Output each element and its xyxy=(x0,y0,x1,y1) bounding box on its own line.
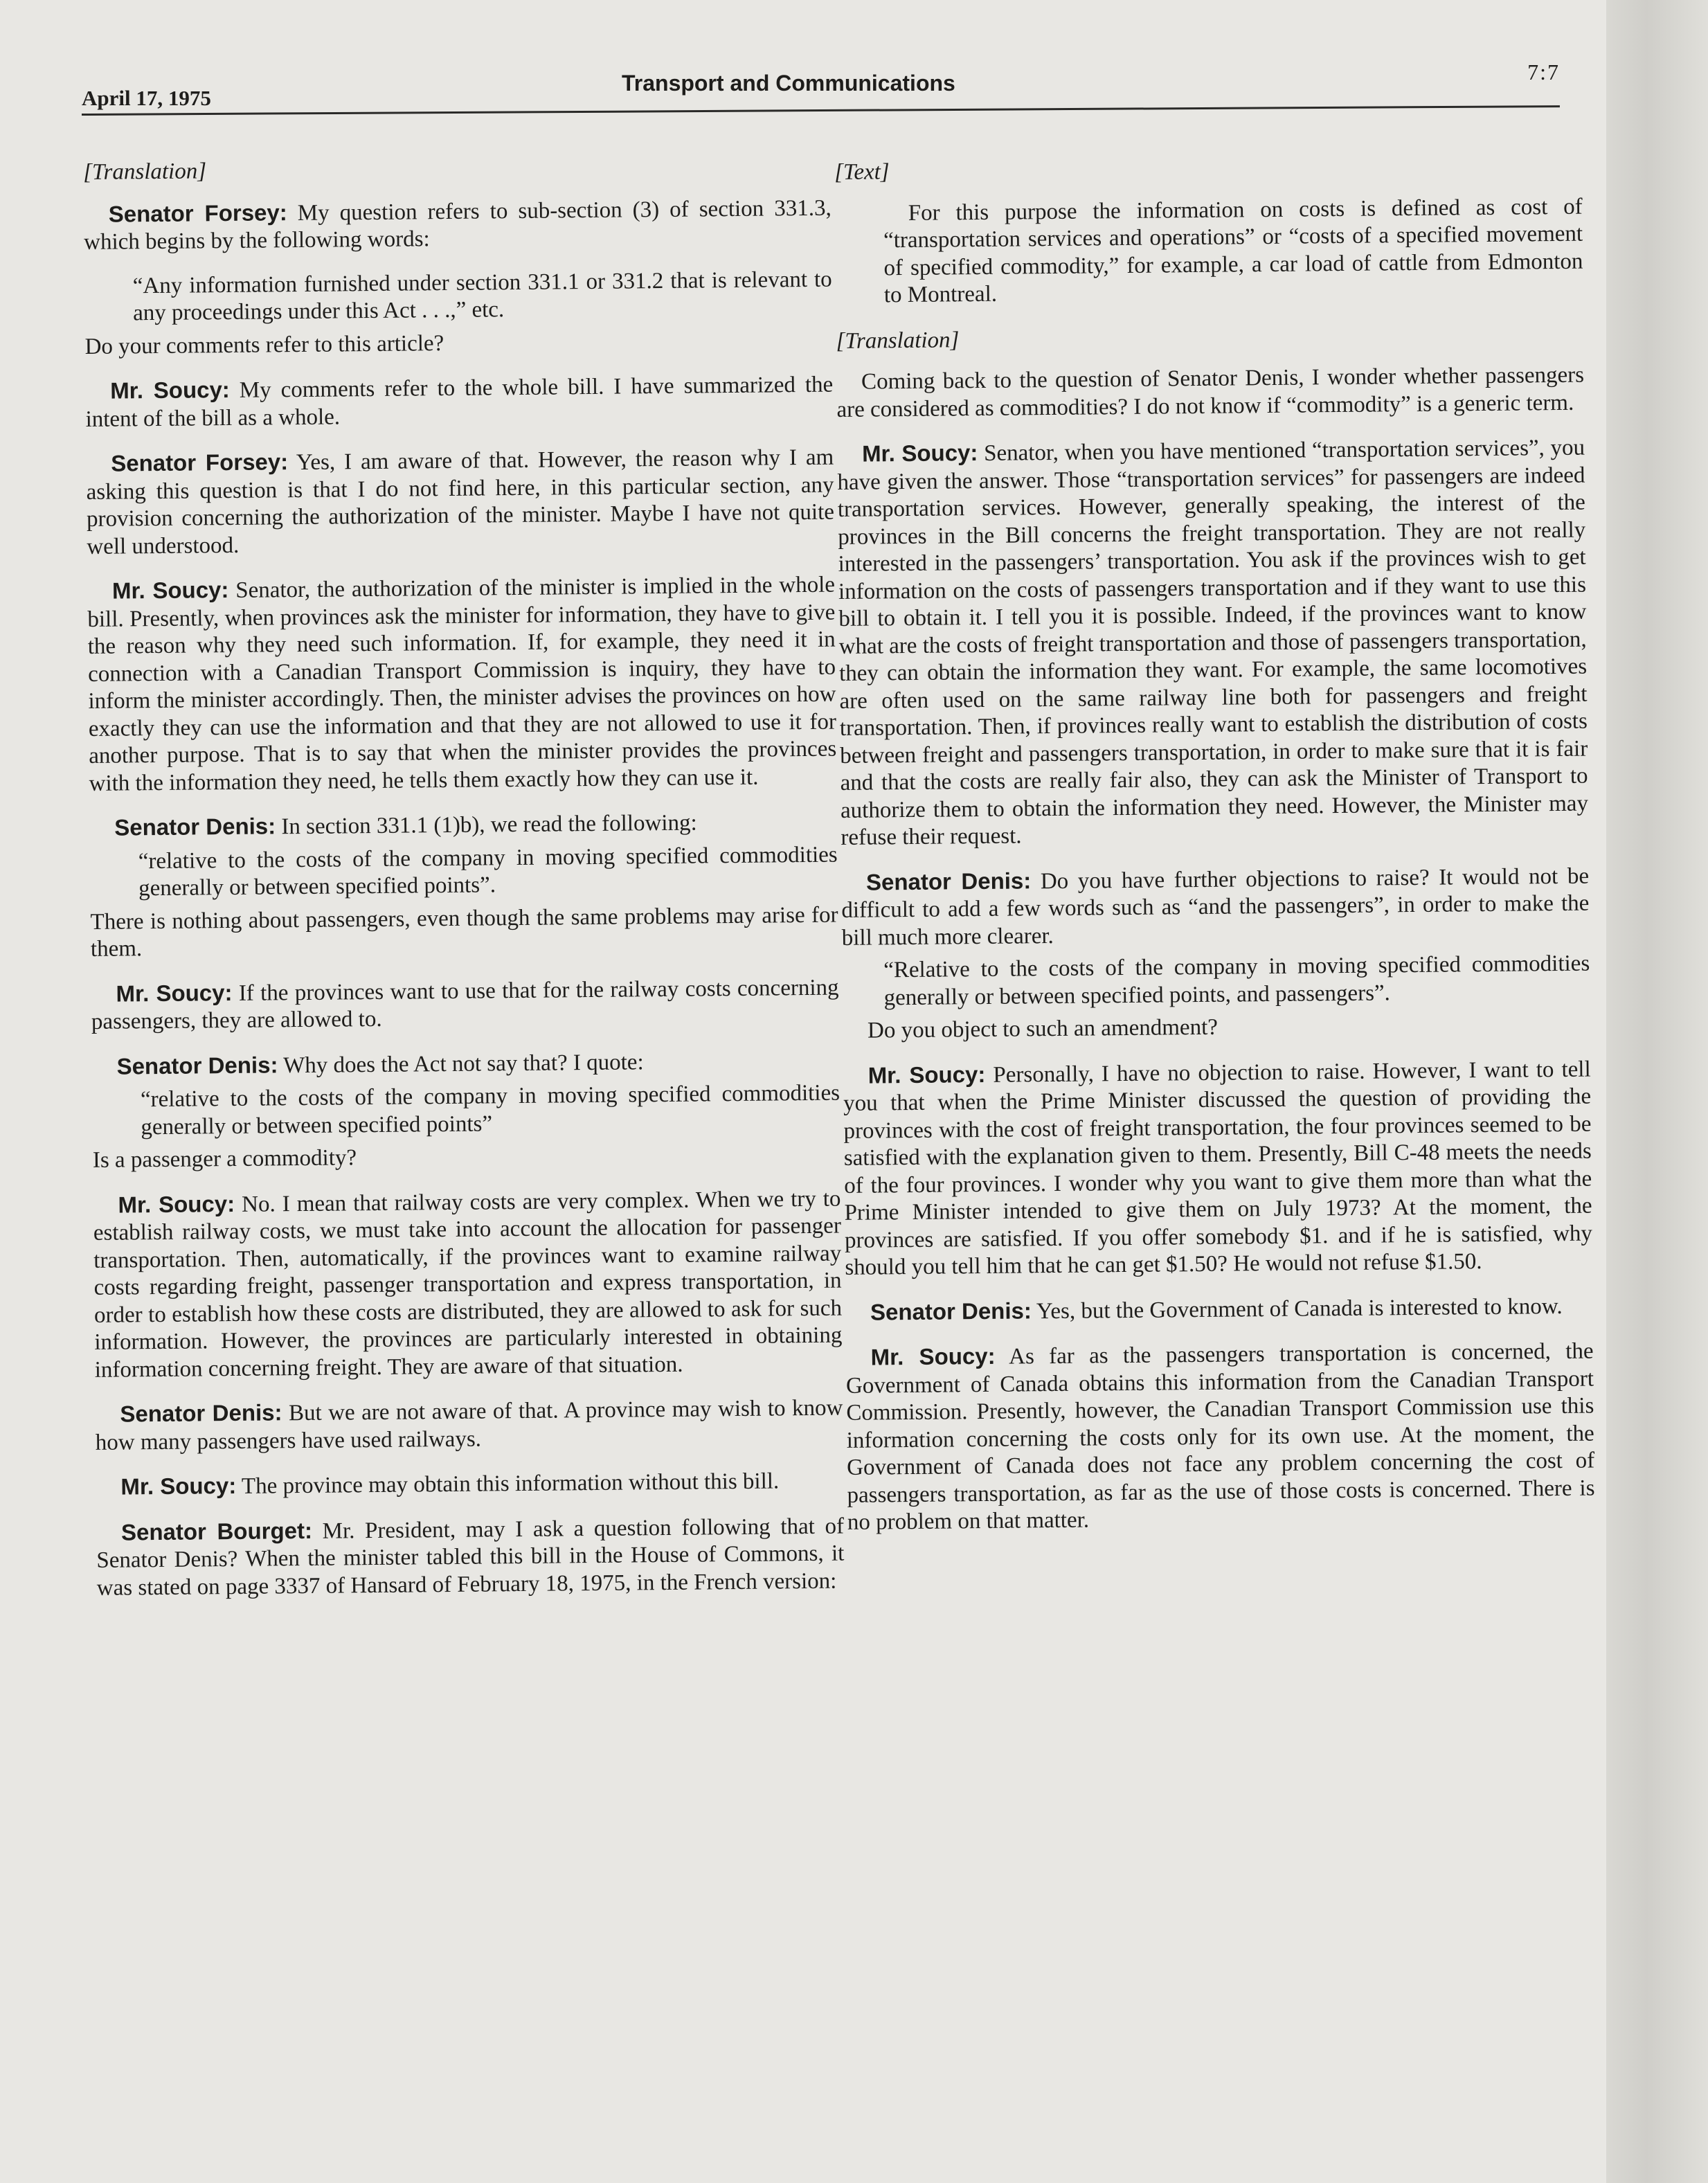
speech-text: But we are not aware of that. A province may wish to know how many passengers have used railways. xyxy=(95,1395,843,1455)
section-label: [Translation] xyxy=(836,327,960,354)
speech-text: As far as the passengers transportation is concerned, the Government of Canada obtains this information from the Canadian Transport Commission. Presently, however, the Canadian Transport Commission use this information concerning the costs only for its own use. At the moment, the Government of Canada does not face any problem concerning the cost of passengers transportation, as far as the use of those costs is concerned. There is no problem on that matter. xyxy=(845,1338,1595,1535)
speaker-name: Senator Denis: xyxy=(870,1297,1032,1325)
page-edge xyxy=(1606,0,1708,2183)
speech-text: Yes, but the Government of Canada is interested to know. xyxy=(1031,1293,1563,1324)
speech-text: My question refers to sub-section (3) of section 331.3, which begins by the following words: xyxy=(83,195,831,255)
speech-text: Why does the Act not say that? I quote: xyxy=(278,1049,644,1078)
paragraph xyxy=(95,1394,843,1457)
quotation: “Any information furnished under section 331.1 or 331.2 that is relevant to any proceedings under this Act . . .,” etc. xyxy=(132,267,832,326)
paragraph xyxy=(96,1466,843,1502)
speaker-name: Mr. Soucy: xyxy=(870,1342,996,1370)
speech-text: My comments refer to the whole bill. I have summarized the intent of the bill as a whole. xyxy=(85,372,834,432)
speaker-name: Senator Denis: xyxy=(116,1051,278,1079)
paragraph xyxy=(843,1054,1593,1282)
block-text: For this purpose the information on costs is defined as cost of “transportation services and operations” or “costs of a specified movement of specified commodity,” for example, a car load of cattle from Edmonton to Montreal. xyxy=(883,194,1583,308)
speaker-name: Senator Forsey: xyxy=(108,199,287,227)
section-label: [Text] xyxy=(834,159,890,185)
section-label: [Translation] xyxy=(83,159,207,185)
paragraph xyxy=(86,443,834,561)
paragraph: Coming back to the question of Senator Denis, I wonder whether passengers are considered as commodities? I do not know if “commodity” is a generic term. xyxy=(836,362,1585,422)
paragraph xyxy=(96,1511,845,1602)
paragraph: Do you object to such an amendment? xyxy=(867,1014,1219,1043)
left-column xyxy=(83,152,845,1619)
speaker-name: Mr. Soucy: xyxy=(116,979,233,1007)
paragraph xyxy=(89,807,837,843)
speaker-name: Mr. Soucy: xyxy=(118,1190,235,1218)
speaker-name: Senator Denis: xyxy=(120,1399,282,1427)
speech-text: Do you have further objections to raise? It would not be difficult to add a few words such as “and the passengers”, in order to make the bill much more clearer. xyxy=(841,863,1590,951)
speech-text: Senator, when you have mentioned “transportation services”, you have given the answer. Those “transportation services” for passengers are indeed transportation services. However, generally speaking, the interest of the provinces in the Bill concerns the freight transportation. They are not really interested in the passengers’ transportation. You ask if the provinces wish to get information on the costs of passengers transportation and if they want to use this bill to obtain it. I tell you it is possible. Indeed, if the provinces want to know what are the costs of freight transportation and those of passengers transportation, they can obtain the information they want. For example, the same locomotives are often used on the same railway line both for passengers and freight transportation. Then, if provinces really want to establish the distribution of costs between freight and passengers transportation, in order to make sure that it is fair and that the costs are really fair also, they can ask the Minister of Transport to authorize them to obtain the information they need. However, the Minister may refuse their request. xyxy=(837,435,1589,850)
speech-text: Yes, I am aware of that. However, the reason why I am asking this question is that I do not find here, in this particular section, any provision concerning the authorization of the minister. Maybe I have not quite well understood. xyxy=(86,444,835,559)
speaker-name: Senator Denis: xyxy=(114,813,276,841)
speaker-name: Mr. Soucy: xyxy=(120,1472,237,1500)
paragraph xyxy=(845,1291,1593,1327)
quotation: “Relative to the costs of the company in moving specified commodities generally or between specified points, and passengers”. xyxy=(883,951,1590,1010)
speech-text: In section 331.1 (1)b), we read the following: xyxy=(275,810,697,840)
paragraph xyxy=(93,1184,843,1384)
speech-text: Personally, I have no objection to raise. However, I want to tell you that when the Prime Minister discussed the question of providing the provinces with the cost of freight transportation, the four provinces seemed to be satisfied with the explanation given to them. Presently, Bill C-48 meets the needs of the four provinces. I wonder why you want to give them more than what the Prime Minister intended to give them on July 1973? At the moment, the provinces are satisfied. If you offer somebody $1. and if he is satisfied, why should you tell him that he can get $1.50? He would not refuse $1.50. xyxy=(843,1057,1593,1280)
paragraph xyxy=(91,973,839,1036)
paragraph xyxy=(91,1045,839,1081)
speech-text: If the provinces want to use that for the railway costs concerning passengers, they are allowed to. xyxy=(91,975,839,1034)
speaker-name: Mr. Soucy: xyxy=(111,577,229,604)
paragraph xyxy=(84,193,832,256)
speech-text: Mr. President, may I ask a question following that of Senator Denis? When the minister tabled this bill in the House of Commons, it was stated on page 3337 of Hansard of February 18, 1975, in the French version: xyxy=(96,1513,845,1601)
speech-text: No. I mean that railway costs are very complex. When we try to establish railway costs, we must take into account the allocation for passenger transportation. Then, automatically, if the provinces want to examine railway costs regarding freight, passenger transportation and express transportation, in order to establish how these costs are distributed, they are allowed to ask for such information. However, the provinces are particularly interested in obtaining information concerning freight. They are aware of that situation. xyxy=(93,1186,843,1383)
paragraph: There is nothing about passengers, even though the same problems may arise for them. xyxy=(90,902,838,962)
header-date: April 17, 1975 xyxy=(82,86,211,110)
paragraph xyxy=(87,571,837,798)
quotation: “relative to the costs of the company in moving specified commodities generally or between specified points” xyxy=(140,1080,840,1140)
header-page-number: 7:7 xyxy=(1527,60,1560,84)
paragraph xyxy=(841,861,1590,952)
speaker-name: Senator Forsey: xyxy=(111,449,289,476)
speech-text: Senator, the authorization of the minister is implied in the whole bill. Presently, when provinces ask the minister for information, they have to give the reason why they need such information. If, for example, they need it in connection with a Canadian Transport Commission is inquiry, they have to inform the minister accordingly. Then, the minister advises the provinces on how exactly they can use the information and that they are not allowed to use it for another purpose. That is to say that when the minister provides the provinces with the information they need, he tells them exactly how they can use it. xyxy=(87,572,837,796)
speaker-name: Senator Bourget: xyxy=(120,1517,313,1545)
paragraph xyxy=(845,1337,1595,1537)
speech-text: The province may obtain this information without this bill. xyxy=(236,1468,780,1499)
header-title: Transport and Communications xyxy=(622,71,955,96)
header-rule xyxy=(82,105,1560,116)
paragraph: Is a passenger a commodity? xyxy=(92,1145,357,1173)
paragraph xyxy=(837,433,1589,852)
speaker-name: Mr. Soucy: xyxy=(868,1061,986,1088)
speaker-name: Mr. Soucy: xyxy=(110,376,230,404)
speaker-name: Mr. Soucy: xyxy=(861,440,978,467)
quotation: “relative to the costs of the company in moving specified commodities generally or between specified points”. xyxy=(138,842,838,901)
right-column xyxy=(834,152,1595,1554)
quoted-text-block xyxy=(883,193,1583,309)
speaker-name: Senator Denis: xyxy=(865,867,1032,895)
paragraph xyxy=(85,370,834,433)
page-header xyxy=(82,42,1560,118)
paragraph: Do your comments refer to this article? xyxy=(84,330,444,359)
